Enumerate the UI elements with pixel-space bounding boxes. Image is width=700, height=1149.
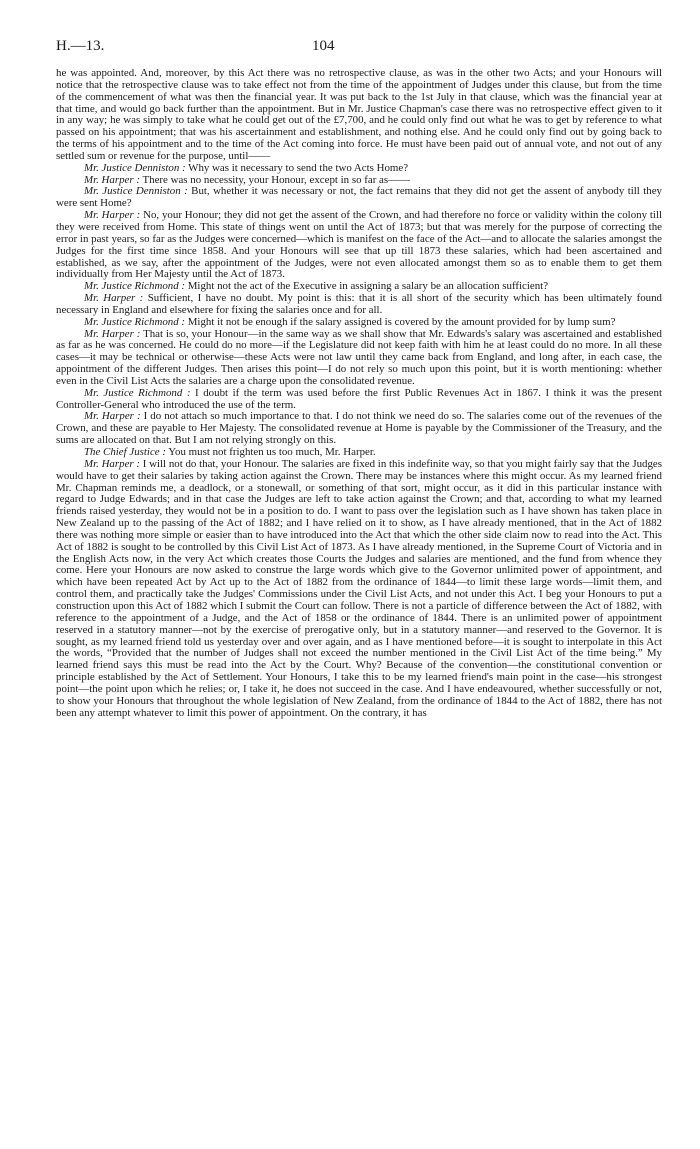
speaker-name: Mr. Justice Denniston :	[84, 161, 186, 174]
speaker-name: Mr. Harper :	[84, 292, 144, 305]
paragraph	[56, 388, 662, 412]
paragraph	[56, 459, 662, 720]
paragraph	[56, 411, 662, 447]
paragraph-text: You must not frighten us too much, Mr. Harper.	[165, 446, 376, 458]
page-header	[56, 38, 662, 68]
speaker-name: Mr. Harper :	[84, 410, 141, 423]
paragraph-text: he was appointed. And, moreover, by this Act there was no retrospective clause, as was in the other two Acts; and your Honours will notice that the retrospective clause was to take effect not from the time of the appointment of Judges under this clause, but from the time of the commencement of what was then the financial year. It was put back to the 1st July in that clause, which was the financial year at that time, and would go back further than the appointment. But in Mr. Justice Chapman's case there was no retrospective effect given to it in any way; he was simply to take what he could get out of the £7,700, and he could only find out what he was to get by reference to what passed on his appointment; that was his ascertainment and establishment, and nothing else. And he could only find out by going back to the terms of his appointment and to the time of the Act coming into force. He must have been paid out of annual vote, and not out of any settled sum or revenue for the purpose, until——	[56, 67, 662, 162]
speaker-name: Mr. Justice Richmond :	[84, 280, 186, 293]
document-body	[56, 68, 662, 719]
paragraph-text: I doubt if the term was used before the first Public Revenues Act in 1867. I think it was the present Controller-General who introduced the use of the term.	[56, 386, 662, 411]
paragraph	[56, 186, 662, 210]
page-number: 104	[312, 38, 335, 54]
paragraph	[56, 329, 662, 388]
paragraph-text: But, whether it was necessary or not, the fact remains that they did not get the assent of anybody till they were sent Home?	[56, 185, 662, 210]
speaker-name: Mr. Harper :	[84, 173, 140, 186]
document-reference: H.—13.	[56, 38, 105, 54]
paragraph-text: That is so, your Honour—in the same way as we shall show that Mr. Edwards's salary was ascertained and established as far as he was concerned. He could do no more—if the Legislature did not keep faith with him he at least could do no more. In all these cases—it may be technical or otherwise—these Acts were not law until they came back from England, and long after, in each case, the appointment of the different Judges. Then arises this point—I do not rely so much upon this point, but it is worth mentioning: whether even in the Civil List Acts the salaries are a charge upon the consolidated revenue.	[56, 327, 662, 387]
paragraph-text: Might it not be enough if the salary assigned is covered by the amount provided for by lump sum?	[185, 315, 616, 328]
paragraph-text: No, your Honour; they did not get the assent of the Crown, and had therefore no force or validity within the colony till they were received from Home. This state of things went on until the Act of 1873; but that was merely for the purpose of correcting the error in past years, so far as the Judges were concerned—which is manifest on the face of the Act—and to allocate the salaries amongst the Judges for the first time since 1858. And your Honours will see that up till 1873 these salaries, which had been ascertained and established, as we say, after the appointment of the Judges, were not even allocated amongst them so as to enable them to get them individually from Her Majesty until the Act of 1873.	[56, 209, 662, 281]
speaker-name: Mr. Harper :	[84, 209, 141, 222]
paragraph	[56, 210, 662, 281]
paragraph-text: Might not the act of the Executive in assigning a salary be an allocation sufficient?	[185, 280, 549, 293]
paragraph-text: There was no necessity, your Honour, except in so far as——	[139, 173, 410, 186]
speaker-name: Mr. Justice Richmond :	[84, 315, 186, 328]
document-page	[56, 38, 662, 719]
paragraph-text: Sufficient, I have no doubt. My point is this: that it is all short of the security which has been ultimately found necessary in England and elsewhere for fixing the salaries once and for all.	[56, 292, 663, 316]
speaker-name: The Chief Justice :	[84, 446, 166, 458]
paragraph-text: I do not attach so much importance to that. I do not think we need do so. The salaries come out of the revenues of the Crown, and these are payable to Her Majesty. The consolidated revenue at Home is payable by the Commissioner of the Treasury, and the sums are allocated on that. But I am not relying strongly on this.	[56, 410, 662, 447]
speaker-name: Mr. Justice Denniston :	[84, 185, 188, 198]
paragraph	[56, 293, 662, 317]
paragraph-text: Why was it necessary to send the two Acts Home?	[185, 161, 409, 174]
speaker-name: Mr. Harper :	[84, 327, 141, 340]
paragraph	[56, 68, 662, 163]
speaker-name: Mr. Justice Richmond :	[84, 386, 191, 399]
speaker-name: Mr. Harper :	[84, 457, 141, 470]
paragraph-text: I will not do that, your Honour. The salaries are fixed in this indefinite way, so that you might fairly say that the Judges would have to get their salaries by taking action against the Crown. There may be instances where this might occur. As my learned friend Mr. Chapman reminds me, a deadlock, or a stonewall, or something of that sort, might occur, as it did in this particular instance with regard to Judge Edwards; and in that case the Judges are left to take action against the Crown; and that, according to what my learned friends raised yesterday, they would not be in a position to do. I want to pass over the legislation such as I have shown has taken place in New Zealand up to the passing of the Act of 1882; and I have relied on it to show, as I have already mentioned, that in the Act of 1882 there was nothing more simple or easier than to have introduced into the Act that which the other side claim now to read into the Act. This Act of 1882 is sought to be controlled by this Civil List Act of 1873. As I have already mentioned, in the Supreme Court of Victoria and in the English Acts now, in the very Act which creates those Courts the Judges and salaries are mentioned, and the fund from whence they come. Here your Honours are now asked to construe the large words which give to the Governor unlimited power of appointment, and which have been repeated Act by Act up to the Act of 1882 from the ordinance of 1844—to limit these large words—limit them, and control them, and practically take the Judges' Commissions under the Civil List Acts, and not under this Act. I beg your Honours to put a construction upon this Act of 1882 which I submit the Court can follow. There is not a particle of difference between the Act of 1882, with reference to the appointment of a Judge, and the Act of 1858 or the ordinance of 1844. There is an unlimited power of appointment reserved in a statutory manner—not by the exercise of prerogative only, but in a statutory manner—and reserved to the Governor. It is sought, as my learned friend told us yesterday over and over again, and as I have mentioned before—it is sought to interpolate in this Act the words, “Provided that the number of Judges shall not exceed the number mentioned in the Civil List Act of the time being.” My learned friend says this must be read into the Act by the Court. Why? Because of the convention—the constitutional convention or principle established by the Act of Settlement. Your Honours, I take this to be my learned friend's main point in the case—his strongest point—the point upon which he relies; or, I take it, he does not succeed in the case. And I have endeavoured, whether successfully or not, to show your Honours that throughout the whole legislation of New Zealand, from the ordinance of 1844 to the Act of 1882, there has not been any attempt whatever to limit this power of appointment. On the contrary, it has	[56, 457, 662, 719]
